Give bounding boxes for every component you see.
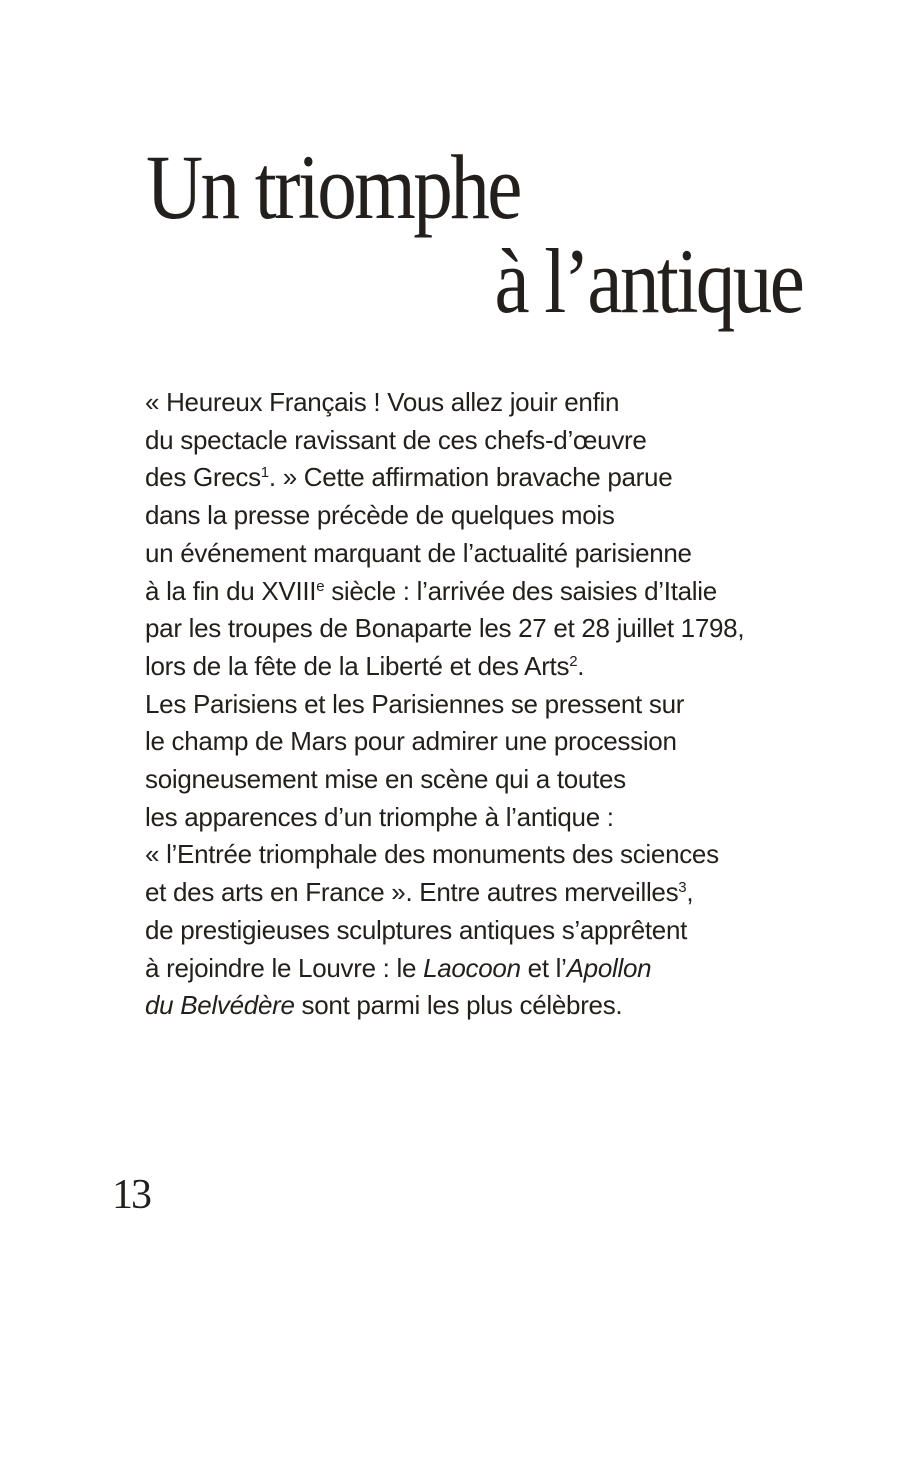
text-segment: à rejoindre le Louvre : le <box>145 952 424 983</box>
text-segment: . » Cette affirmation bravache parue <box>268 462 673 493</box>
text-segment: par les troupes de Bonaparte les 27 et 28 juillet 1798, <box>145 613 745 644</box>
text-line <box>145 535 825 573</box>
italic-title: Apollon <box>566 952 652 983</box>
text-line <box>145 723 825 761</box>
footnote-reference: e <box>316 577 325 595</box>
page-number: 13 <box>112 1172 150 1218</box>
chapter-title-line-2: à l’antique <box>494 230 803 332</box>
text-segment: « Heureux Français ! Vous allez jouir enfin <box>145 387 620 417</box>
text-segment: du spectacle ravissant de ces chefs-d’œuvre <box>145 424 647 455</box>
text-segment: siècle : l’arrivée des saisies d’Italie <box>324 575 717 606</box>
text-segment: des Grecs <box>145 462 261 493</box>
text-segment: et des arts en France ». Entre autres merveilles <box>145 877 679 908</box>
text-segment: soigneusement mise en scène qui a toutes <box>145 764 626 795</box>
text-line <box>145 987 825 1025</box>
text-line <box>145 799 825 837</box>
footnote-reference: 1 <box>260 464 269 482</box>
text-line <box>145 384 825 422</box>
footnote-reference: 3 <box>678 879 687 897</box>
text-segment: à la fin du XVIII <box>145 575 317 606</box>
footnote-reference: 2 <box>569 652 578 670</box>
text-line <box>145 912 825 950</box>
text-line <box>145 610 825 648</box>
text-segment: les apparences d’un triomphe à l’antique : <box>145 801 614 832</box>
text-segment: dans la presse précède de quelques mois <box>145 500 615 531</box>
text-segment: sont parmi les plus célèbres. <box>294 990 623 1021</box>
text-line <box>145 648 825 686</box>
text-line <box>145 950 825 988</box>
text-line <box>145 497 825 535</box>
text-segment: de prestigieuses sculptures antiques s’apprêtent <box>145 914 688 945</box>
italic-title: Laocoon <box>423 952 521 983</box>
text-segment: Les Parisiens et les Parisiennes se pressent sur <box>145 688 685 719</box>
chapter-title-line-1: Un triomphe <box>146 136 520 238</box>
text-segment: . <box>577 650 585 681</box>
body-paragraph <box>145 384 825 1025</box>
text-line <box>145 686 825 724</box>
text-segment: , <box>686 877 694 908</box>
text-line <box>145 836 825 874</box>
chapter-title <box>146 136 816 332</box>
text-line <box>145 874 825 912</box>
text-segment: « l’Entrée triomphale des monuments des sciences <box>145 839 719 870</box>
text-line <box>145 422 825 460</box>
text-segment: lors de la fête de la Liberté et des Arts <box>145 650 570 681</box>
text-line <box>145 573 825 611</box>
text-segment: le champ de Mars pour admirer une procession <box>145 726 677 757</box>
text-line <box>145 459 825 497</box>
text-segment: un événement marquant de l’actualité parisienne <box>145 537 692 568</box>
italic-title: du Belvédère <box>145 990 295 1021</box>
text-segment: et l’ <box>520 952 567 983</box>
text-line <box>145 761 825 799</box>
